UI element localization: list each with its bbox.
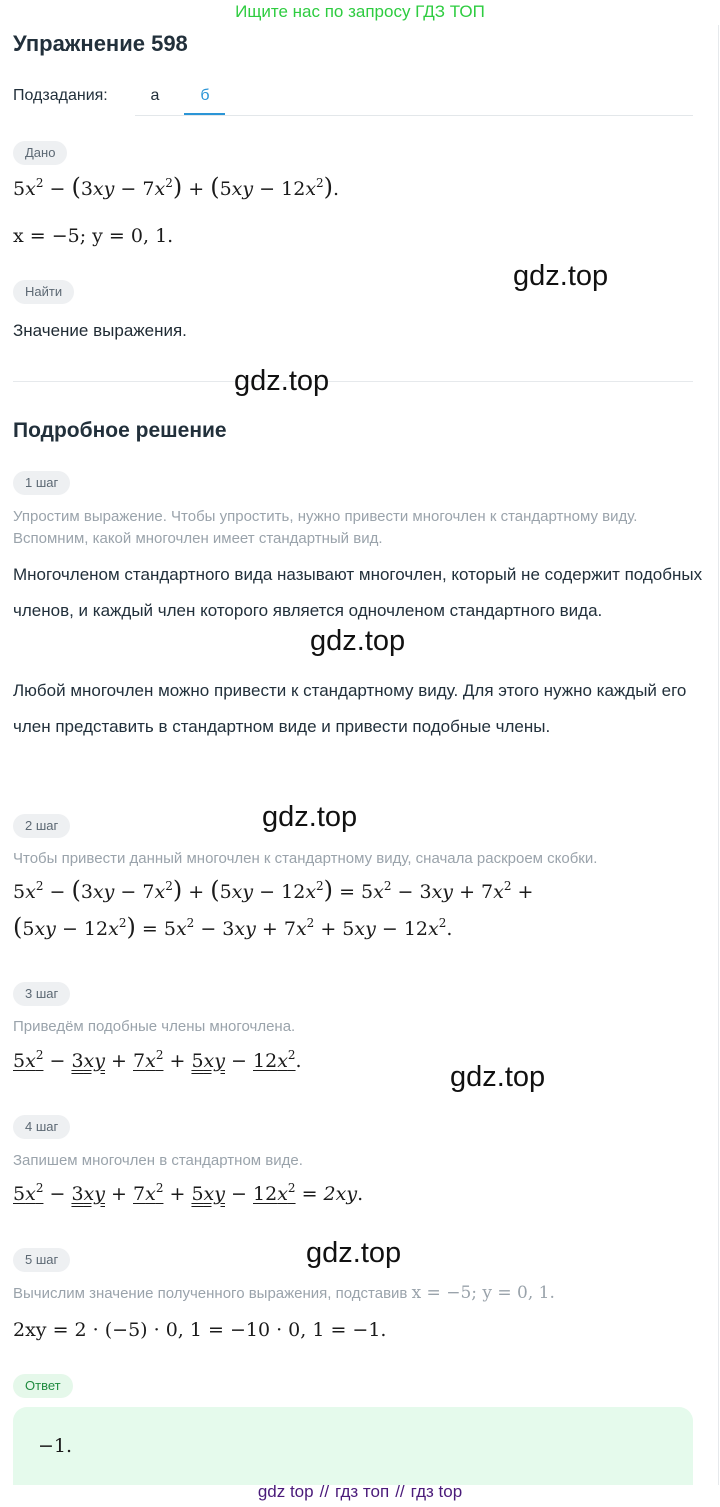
tab-b[interactable]: б bbox=[200, 87, 210, 104]
section-divider bbox=[13, 381, 693, 382]
step-3-expression: $5x^2 - 3xy + 7x^2 + 5xy - 12x^2$. bbox=[13, 1048, 302, 1072]
answer-value: −1. bbox=[38, 1435, 73, 1457]
footer-links: gdz top // гдз топ // гдз top bbox=[257, 1482, 463, 1501]
step-2-line-1: $5x^2 - (3xy - 7x^2) + (5xy - 12x^2) = 5x^2 - 3xy + 7x^2$ + bbox=[13, 876, 534, 904]
solution-heading: Подробное решение bbox=[13, 419, 227, 442]
step-5-hint: Вычислим значение полученного выражения, подставив x = −5; y = 0, 1. bbox=[13, 1283, 555, 1303]
step-4-expression: $5x^2 - 3xy + 7x^2 + 5xy - 12x^2 = 2xy$. bbox=[13, 1181, 364, 1205]
given-chip: Дано bbox=[13, 141, 67, 165]
step-3-hint: Приведём подобные члены многочлена. bbox=[13, 1018, 296, 1035]
given-values: x = −5; y = 0, 1. bbox=[13, 225, 174, 247]
watermark: gdz.top bbox=[310, 625, 406, 657]
find-text: Значение выражения. bbox=[13, 321, 187, 340]
subtasks-label: Подзадания: bbox=[13, 87, 108, 104]
watermark: gdz.top bbox=[450, 1061, 546, 1093]
step-5-calculation: 2xy = 2 · (−5) · 0, 1 = −10 · 0, 1 = −1. bbox=[13, 1319, 387, 1341]
footer-link[interactable]: гдз топ bbox=[335, 1482, 390, 1501]
footer-link[interactable]: гдз top bbox=[410, 1482, 463, 1501]
search-banner: Ищите нас по запросу ГДЗ ТОП bbox=[235, 2, 485, 21]
active-tab-indicator bbox=[184, 113, 225, 115]
footer-link[interactable]: gdz top bbox=[257, 1482, 314, 1501]
step-3-chip: 3 шаг bbox=[13, 982, 70, 1006]
step-5-chip: 5 шаг bbox=[13, 1248, 70, 1272]
step-2-hint: Чтобы привести данный многочлен к стандартному виду, сначала раскроем скобки. bbox=[13, 850, 598, 867]
given-expression: $5x^2 - (3xy - 7x^2) + (5xy - 12x^2)$. bbox=[13, 173, 340, 201]
step-2-line-2: $(5xy - 12x^2) = 5x^2 - 3xy + 7x^2 + 5xy - 12x^2$. bbox=[13, 913, 453, 941]
step-1-hint: Упростим выражение. Чтобы упростить, нужно привести многочлен к стандартному виду. Вспомним, какой многочлен имеет стандартный вид. bbox=[13, 508, 638, 547]
page-border bbox=[718, 25, 719, 1485]
step-1-rule: Любой многочлен можно привести к стандартному виду. Для этого нужно каждый его член представить в стандартном виде и привести подобные члены. bbox=[13, 681, 687, 736]
tab-a[interactable]: а bbox=[150, 87, 160, 104]
watermark: gdz.top bbox=[513, 260, 609, 292]
find-chip: Найти bbox=[13, 280, 74, 304]
watermark: gdz.top bbox=[262, 801, 358, 833]
tabs-divider bbox=[135, 115, 693, 116]
answer-chip: Ответ bbox=[13, 1374, 73, 1398]
step-1-chip: 1 шаг bbox=[13, 471, 70, 495]
watermark: gdz.top bbox=[306, 1237, 402, 1269]
watermark: gdz.top bbox=[234, 365, 330, 397]
answer-box bbox=[13, 1407, 693, 1485]
page-title: Упражнение 598 bbox=[13, 31, 188, 56]
step-4-chip: 4 шаг bbox=[13, 1115, 70, 1139]
step-4-hint: Запишем многочлен в стандартном виде. bbox=[13, 1152, 303, 1169]
step-1-definition: Многочленом стандартного вида называют многочлен, который не содержит подобных членов, и каждый член которого является одночленом стандартного вида. bbox=[13, 565, 703, 620]
step-2-chip: 2 шаг bbox=[13, 814, 70, 838]
